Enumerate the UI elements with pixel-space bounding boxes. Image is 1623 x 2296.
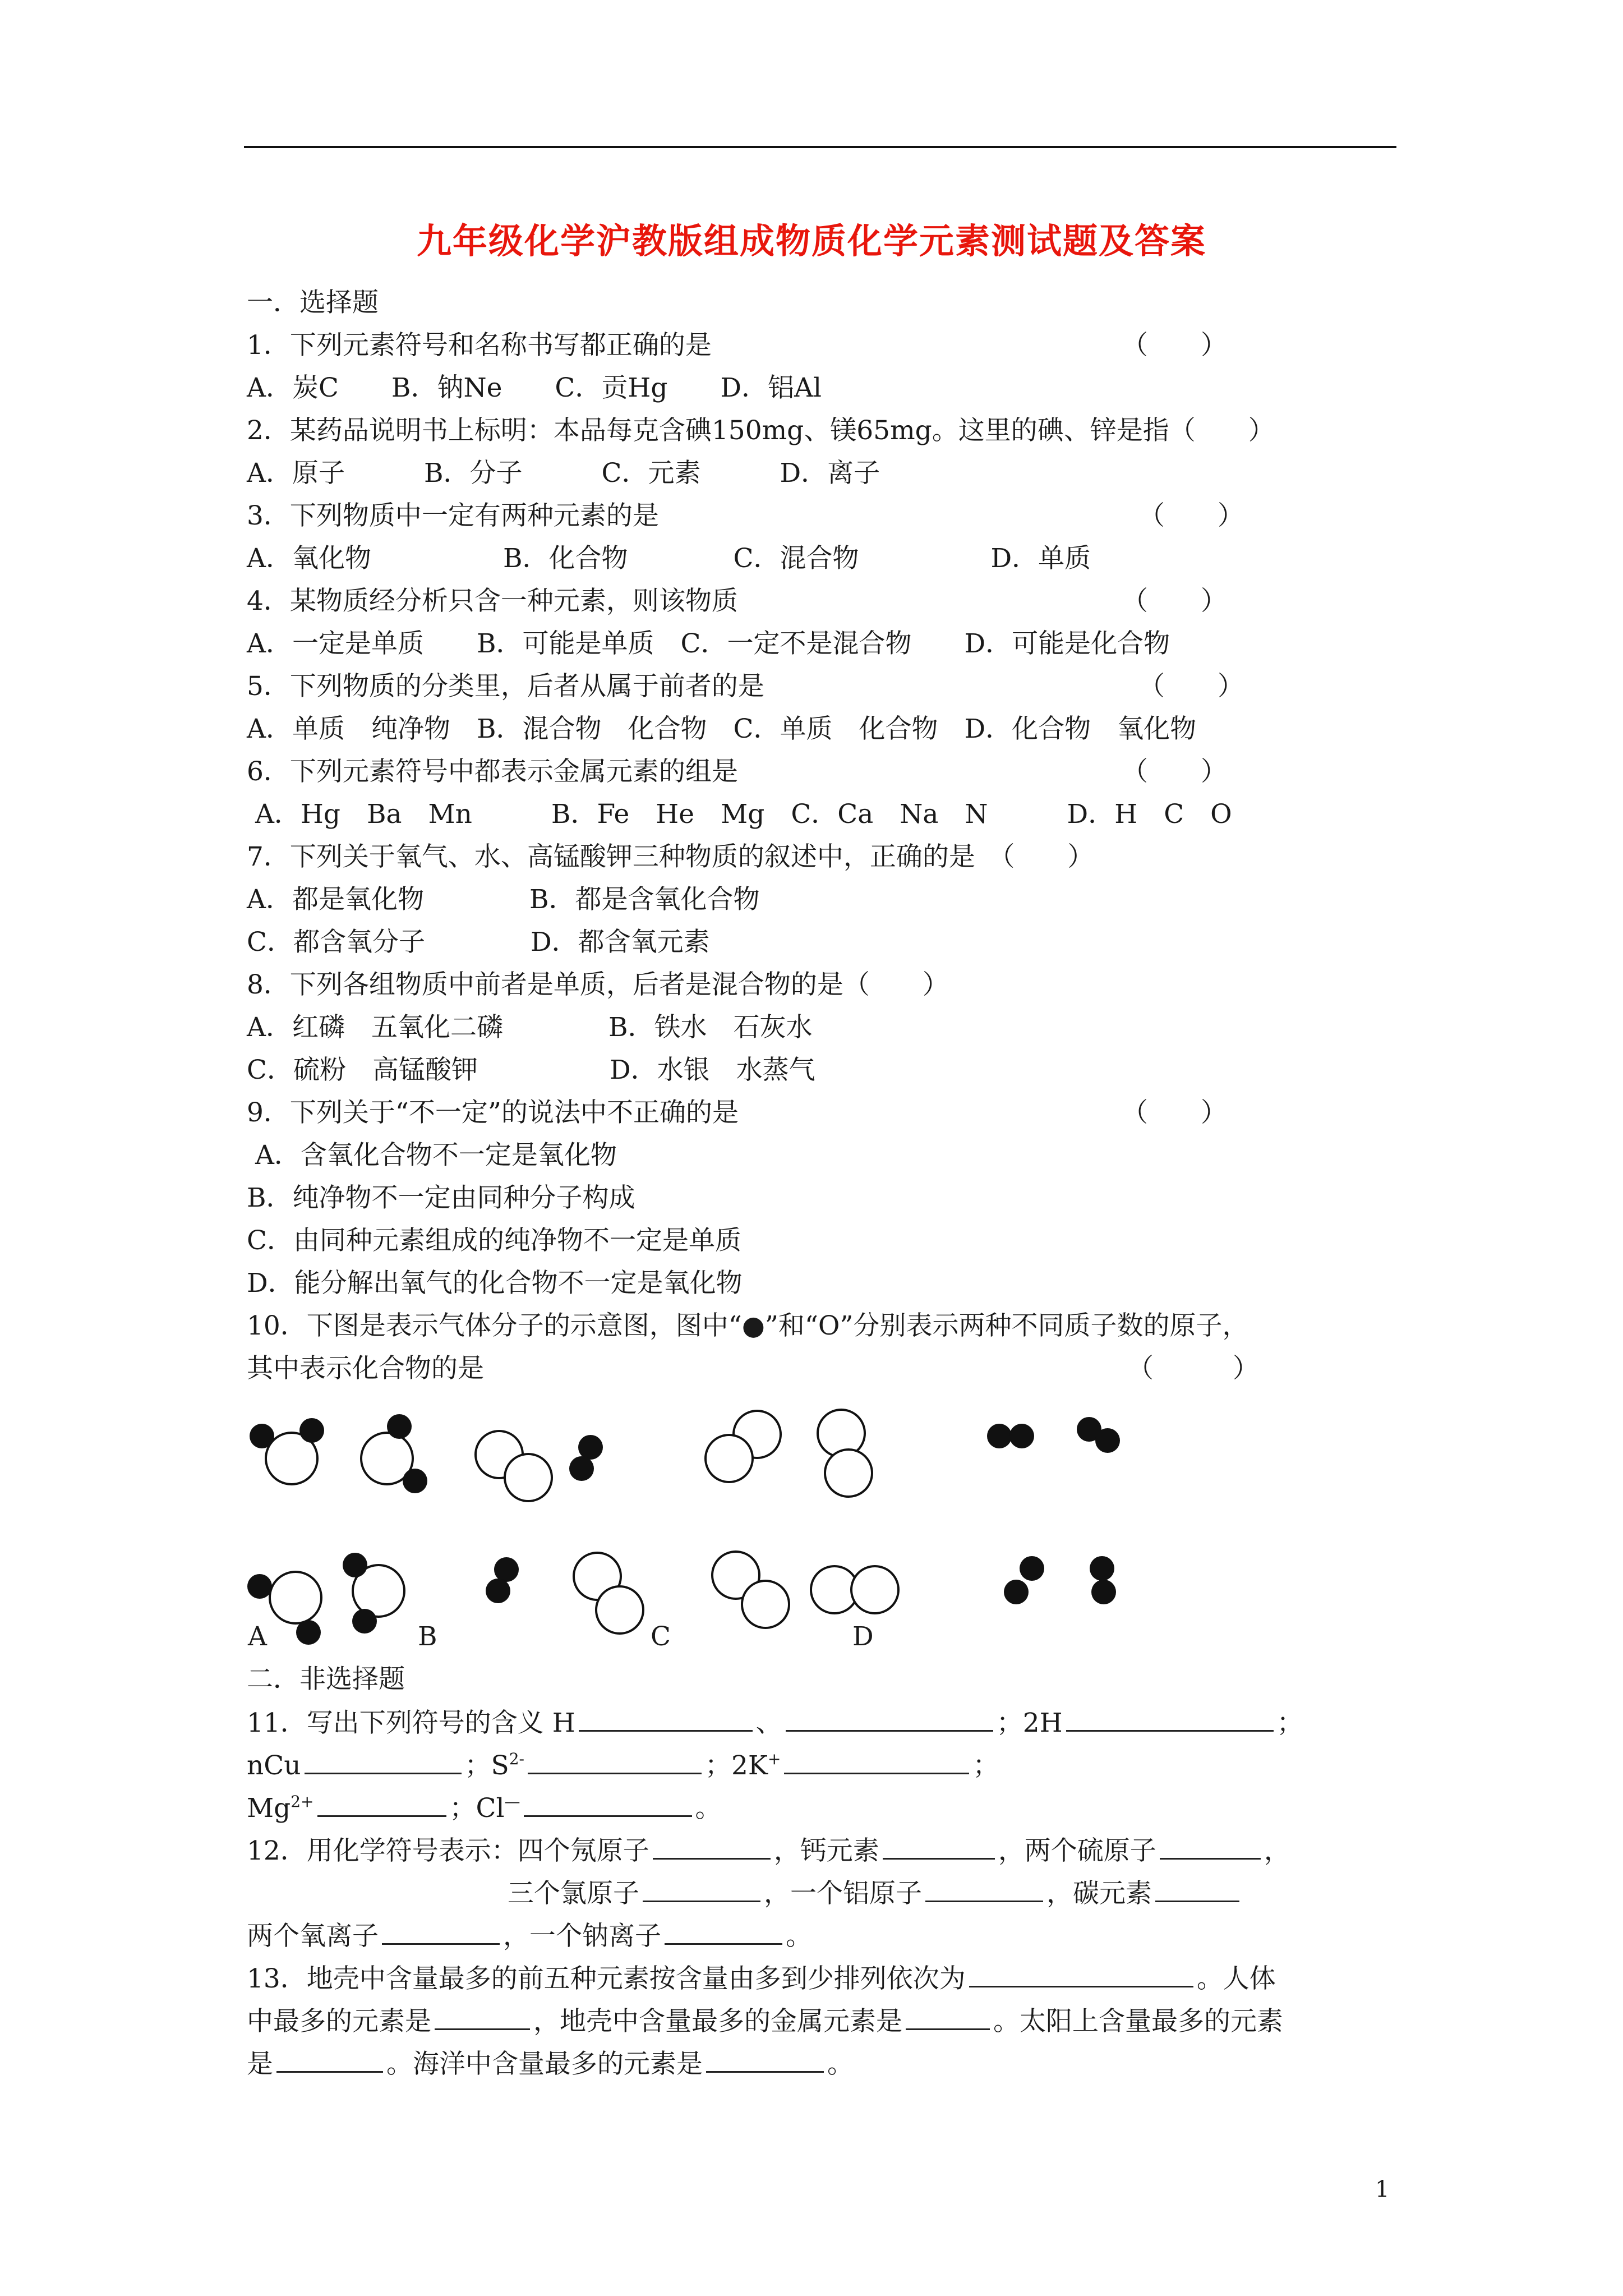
q11-text: nCu [247, 1750, 301, 1781]
molecule-b [476, 1431, 643, 1634]
q12-text: ， [1264, 1835, 1290, 1866]
answer-blank[interactable] [665, 1918, 782, 1945]
q8-stem: 8．下列各组物质中前者是单质，后者是混合物的是（ ） [247, 969, 949, 1000]
q11-text: ；2K [705, 1750, 768, 1781]
atom-white [706, 1435, 753, 1482]
q11-line-1 [247, 1705, 1303, 1740]
atom-black [250, 1424, 274, 1448]
q10-paren: （ ） [1127, 1353, 1259, 1384]
q5-options: A．单质 纯净物 B．混合物 化合物 C．单质 化合物 D．化合物 氧化物 [247, 714, 1197, 744]
q8-options-2: C．硫粉 高锰酸钾 D．水银 水蒸气 [247, 1055, 815, 1085]
q1-options: A．炭C B．钠Ne C．贡Hg D．铝Al [247, 372, 822, 403]
answer-blank[interactable] [305, 1748, 462, 1774]
answer-blank[interactable] [435, 2004, 530, 2030]
q12-text: ，钙元素 [773, 1835, 879, 1866]
atom-black [403, 1469, 427, 1493]
answer-blank[interactable] [969, 1961, 1193, 1987]
q7-options-1: A．都是氧化物 B．都是含氧化合物 [247, 884, 760, 915]
q10-label-d: D [852, 1621, 874, 1652]
q11-line-3 [247, 1791, 722, 1825]
q13-text: 。人体 [1196, 1963, 1276, 1994]
q12-text: 两个氧离子 [247, 1921, 379, 1952]
q11-text: 。 [695, 1793, 722, 1824]
molecule-a [247, 1414, 427, 1645]
q2-stem: 2．某药品说明书上标明：本品每克含碘150mg、镁65mg。这里的碘、锌是指（ ） [247, 415, 1275, 446]
q3-paren: （ ） [1138, 500, 1244, 531]
page-number: 1 [1375, 2177, 1390, 2202]
q13-text: 13．地壳中含量最多的前五种元素按含量由多到少排列依次为 [247, 1963, 966, 1994]
answer-blank[interactable] [786, 1705, 993, 1732]
q9-option-a: A．含氧化合物不一定是氧化物 [247, 1140, 617, 1171]
molecule-c [706, 1410, 898, 1628]
answer-blank[interactable] [906, 2004, 990, 2030]
q12-line-2 [508, 1876, 1243, 1911]
q12-text: 12．用化学符号表示：四个氖原子 [247, 1835, 649, 1866]
atom-white [596, 1586, 643, 1634]
atom-black [1091, 1580, 1116, 1604]
molecule-d [987, 1417, 1120, 1604]
q6-stem: 6．下列元素符号中都表示金属元素的组是 [247, 756, 738, 787]
q12-text: ，一个钠离子 [503, 1921, 661, 1952]
atom-white [505, 1454, 552, 1501]
q13-line-2 [247, 2004, 1283, 2039]
q6-options: A．Hg Ba Mn B．Fe He Mg C．Ca Na N D．H C O [247, 799, 1232, 830]
q13-text: 。 [827, 2049, 854, 2079]
answer-blank[interactable] [579, 1705, 753, 1732]
q11-text: ；S [464, 1750, 509, 1781]
q7-stem: 7．下列关于氧气、水、高锰酸钾三种物质的叙述中，正确的是 （ ） [247, 841, 1094, 872]
q6-paren: （ ） [1122, 756, 1227, 787]
answer-blank[interactable] [276, 2046, 383, 2073]
q10-stem: 10．下图是表示气体分子的示意图，图中“●”和“O”分别表示两种不同质子数的原子， [247, 1310, 1249, 1341]
answer-blank[interactable] [317, 1791, 446, 1817]
q11-text: ； [1276, 1708, 1303, 1738]
atom-black [247, 1574, 272, 1599]
atom-white [825, 1450, 872, 1497]
q11-text: Mg [247, 1793, 291, 1824]
answer-blank[interactable] [925, 1876, 1043, 1902]
atom-white [851, 1566, 898, 1613]
answer-blank[interactable] [382, 1918, 500, 1945]
q12-text: ，碳元素 [1046, 1878, 1152, 1909]
answer-blank[interactable] [524, 1791, 692, 1817]
q13-text: ，地壳中含量最多的金属元素是 [533, 2006, 902, 2037]
charge-sup: — [504, 1792, 520, 1811]
q12-line-3 [247, 1918, 812, 1953]
q10-stem-2: 其中表示化合物的是 [247, 1353, 484, 1384]
q11-line-2 [247, 1748, 999, 1783]
atom-black [1009, 1424, 1034, 1448]
atom-black [578, 1435, 603, 1460]
q13-text: 中最多的元素是 [247, 2006, 431, 2037]
q3-stem: 3．下列物质中一定有两种元素的是 [247, 500, 659, 531]
atom-white [270, 1572, 321, 1623]
charge-sup: + [768, 1750, 781, 1768]
atom-black [1004, 1580, 1029, 1604]
q12-text: ，两个硫原子 [998, 1835, 1156, 1866]
section-heading: 一．选择题 [247, 287, 379, 318]
q11-text: 11．写出下列符号的含义 H [247, 1708, 575, 1738]
q2-options: A．原子 B．分子 C．元素 D．离子 [247, 458, 880, 489]
atom-black [494, 1557, 519, 1582]
q13-line-1 [247, 1961, 1276, 1996]
q9-paren: （ ） [1122, 1097, 1227, 1128]
atom-white [742, 1581, 789, 1628]
answer-blank[interactable] [528, 1748, 702, 1774]
q4-options: A．一定是单质 B．可能是单质 C．一定不是混合物 D．可能是化合物 [247, 628, 1170, 659]
section-heading-2: 二．非选择题 [247, 1664, 405, 1695]
q9-option-b: B．纯净物不一定由同种分子构成 [247, 1182, 635, 1213]
answer-blank[interactable] [1160, 1833, 1261, 1860]
q10-label-b: B [418, 1621, 437, 1652]
atom-black [387, 1414, 412, 1439]
q13-line-3 [247, 2046, 854, 2081]
q3-options: A．氧化物 B．化合物 C．混合物 D．单质 [247, 543, 1091, 574]
charge-sup: 2+ [291, 1792, 314, 1811]
q1-paren: （ ） [1122, 330, 1227, 361]
atom-black [352, 1609, 377, 1634]
atom-black [987, 1424, 1012, 1448]
q12-text: ，一个铝原子 [764, 1878, 922, 1909]
q7-options-2: C．都含氧分子 D．都含氧元素 [247, 927, 710, 958]
q4-paren: （ ） [1122, 586, 1227, 616]
atom-black [1095, 1428, 1120, 1453]
q5-stem: 5．下列物质的分类里，后者从属于前者的是 [247, 671, 764, 702]
q12-line-1 [247, 1833, 1290, 1868]
atom-black [486, 1579, 510, 1603]
q11-text: ；2H [996, 1708, 1063, 1738]
q12-text: 三个氯原子 [508, 1878, 639, 1909]
q13-text: 。太阳上含量最多的元素 [993, 2006, 1283, 2037]
q13-text: 。海洋中含量最多的元素是 [386, 2049, 703, 2079]
answer-blank[interactable] [784, 1748, 969, 1774]
atom-black [1090, 1556, 1114, 1581]
q4-stem: 4．某物质经分析只含一种元素，则该物质 [247, 586, 738, 616]
answer-blank[interactable] [883, 1833, 995, 1860]
q1-stem: 1．下列元素符号和名称书写都正确的是 [247, 330, 712, 361]
answer-blank[interactable] [653, 1833, 771, 1860]
q8-options-1: A．红磷 五氧化二磷 B．铁水 石灰水 [247, 1012, 813, 1043]
atom-black [569, 1456, 594, 1481]
q13-text: 是 [247, 2049, 273, 2079]
atom-black [1020, 1556, 1044, 1581]
page-title: 九年级化学沪教版组成物质化学元素测试题及答案 [416, 220, 1206, 261]
q9-option-d: D．能分解出氧气的化合物不一定是氧化物 [247, 1268, 743, 1299]
q5-paren: （ ） [1138, 671, 1244, 702]
atom-black [343, 1553, 367, 1577]
q11-text: 、 [755, 1708, 782, 1738]
q9-option-c: C．由同种元素组成的纯净物不一定是单质 [247, 1225, 741, 1256]
answer-blank[interactable] [643, 1876, 760, 1902]
q10-label-c: C [651, 1621, 671, 1652]
q9-stem: 9．下列关于“不一定”的说法中不正确的是 [247, 1097, 739, 1128]
q11-text: ；Cl [449, 1793, 505, 1824]
q12-text: 。 [786, 1921, 812, 1952]
answer-blank[interactable] [1155, 1876, 1239, 1902]
q10-label-a: A [248, 1621, 267, 1652]
answer-blank[interactable] [1066, 1705, 1274, 1732]
q11-text: ； [972, 1750, 999, 1781]
answer-blank[interactable] [706, 2046, 824, 2073]
atom-black [299, 1418, 324, 1443]
charge-sup: 2- [509, 1750, 524, 1768]
atom-black [296, 1620, 321, 1645]
